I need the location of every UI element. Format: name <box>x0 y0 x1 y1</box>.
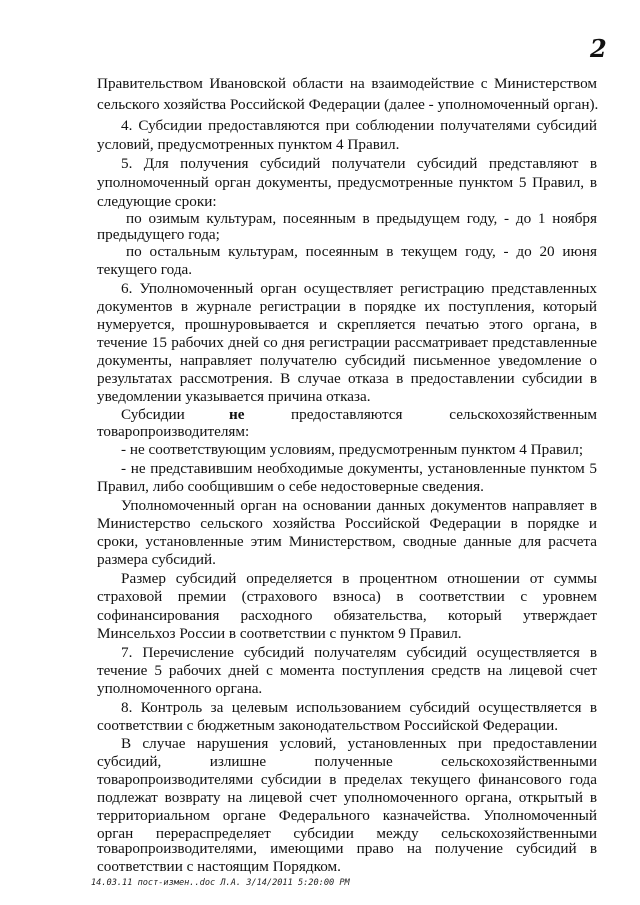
text-line: софинансирования расходного обязательства, который утверждает <box>97 607 597 624</box>
text-line: нумеруется, прошнуровывается и скрепляется печатью этого органа, в <box>97 316 597 333</box>
text-line: документов в журнале регистрации в порядке их поступления, который <box>97 298 597 315</box>
text-line: уполномоченного органа. <box>97 680 263 697</box>
split-word: сельскохозяйственным <box>449 406 597 423</box>
text-line: документы, направляет получателю субсидий письменное уведомление о <box>97 352 597 369</box>
text-line: территориальном органе Федерального казначейства. Уполномоченный <box>97 807 597 824</box>
text-line: условий, предусмотренных пунктом 4 Правил. <box>97 136 400 153</box>
text-line: текущего года. <box>97 261 193 278</box>
text-line: следующие сроки: <box>97 193 217 210</box>
text-line: подлежат возврату на лицевой счет уполномоченного органа, открытый в <box>97 789 597 806</box>
text-line: Министерство сельского хозяйства Российской Федерации в порядке и <box>97 515 597 532</box>
text-line: товаропроизводителями, имеющими право на получение субсидий в <box>97 840 597 857</box>
split-word: предоставляются <box>291 406 403 423</box>
split-word: Субсидии <box>121 406 185 423</box>
text-line: - не представившим необходимые документы, установленные пунктом 5 <box>121 460 597 477</box>
text-line: Правительством Ивановской области на взаимодействие с Министерством <box>97 75 597 92</box>
text-line: предыдущего года; <box>97 226 220 243</box>
text-line: уполномоченный орган документы, предусмотренные пунктом 5 Правил, в <box>97 174 597 191</box>
text-line: уведомлении указывается причина отказа. <box>97 388 371 405</box>
text-line: товаропроизводителям: <box>97 423 250 440</box>
text-line: 6. Уполномоченный орган осуществляет регистрацию представленных <box>121 280 597 297</box>
text-line: соответствии с бюджетным законодательством Российской Федерации. <box>97 717 559 734</box>
text-line: В случае нарушения условий, установленных при предоставлении <box>121 735 597 752</box>
text-line: по озимым культурам, посеянным в предыдущем году, - до 1 ноября <box>126 210 597 227</box>
text-line: Размер субсидий определяется в процентном отношении от суммы <box>121 570 597 587</box>
text-line: 5. Для получения субсидий получатели субсидий представляют в <box>121 155 597 172</box>
text-line: течение 5 рабочих дней с момента поступления средств на лицевой счет <box>97 662 597 679</box>
text-line: сроки, установленные этим Министерством, сводные данные для расчета <box>97 533 597 550</box>
text-line: по остальным культурам, посеянным в текущем году, - до 20 июня <box>126 243 597 260</box>
text-line: орган перераспределяет субсидии между сельскохозяйственными <box>97 825 597 842</box>
text-line: 7. Перечисление субсидий получателям субсидий осуществляется в <box>121 644 597 661</box>
text-line: товаропроизводителями субсидии в пределах текущего финансового года <box>97 771 597 788</box>
text-line: страховой премии (страхового взноса) в соответствии с уровнем <box>97 588 597 605</box>
text-line: течение 15 рабочих дней со дня регистрации рассматривает представленные <box>97 334 597 351</box>
text-line: субсидий, излишне полученные сельскохозяйственными <box>97 753 597 770</box>
text-line: Правил, либо сообщившим о себе недостоверные сведения. <box>97 478 484 495</box>
split-line <box>121 406 597 424</box>
text-line: - не соответствующим условиям, предусмотренным пунктом 4 Правил; <box>121 441 584 458</box>
text-line: 8. Контроль за целевым использованием субсидий осуществляется в <box>121 699 597 716</box>
text-line: сельского хозяйства Российской Федерации (далее - уполномоченный орган). <box>97 96 599 113</box>
text-line: Уполномоченный орган на основании данных документов направляет в <box>121 497 597 514</box>
text-line: 4. Субсидии предоставляются при соблюдении получателями субсидий <box>121 117 597 134</box>
split-word-bold: не <box>229 406 245 423</box>
text-line: соответствии с настоящим Порядком. <box>97 858 341 875</box>
text-line: Минсельхоз России в соответствии с пунктом 9 Правил. <box>97 625 462 642</box>
page-number: 2 <box>590 34 607 63</box>
text-line: размера субсидий. <box>97 551 216 568</box>
file-footer: 14.03.11 пост-измен..doc Л.А. 3/14/2011 5:20:00 PM <box>91 878 350 888</box>
text-line: результатах рассмотрения. В случае отказа в предоставлении субсидии в <box>97 370 597 387</box>
